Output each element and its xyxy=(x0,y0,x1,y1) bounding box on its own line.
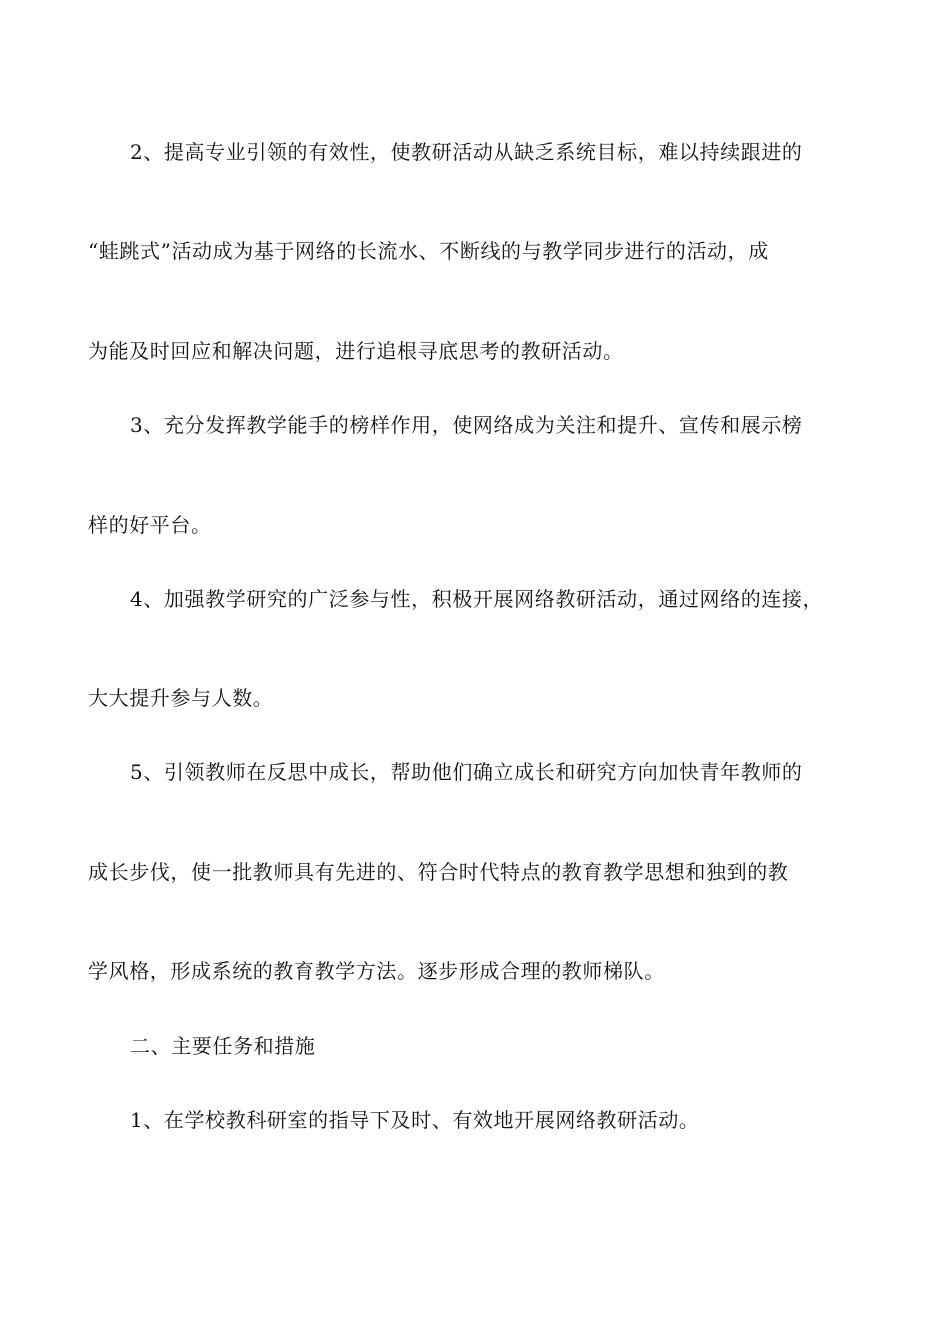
paragraph-5-line-2: 成长步伐，使一批教师具有先进的、符合时代特点的教育教学思想和独到的教 xyxy=(88,860,789,884)
paragraph-3-line-1: 3、充分发挥教学能手的榜样作用，使网络成为关注和提升、宣传和展示榜 xyxy=(130,413,803,437)
paragraph-2-line-1: 2、提高专业引领的有效性，使教研活动从缺乏系统目标，难以持续跟进的 xyxy=(130,140,803,164)
paragraph-5-line-3: 学风格，形成系统的教育教学方法。逐步形成合理的教师梯队。 xyxy=(88,959,665,983)
section-heading: 二、主要任务和措施 xyxy=(130,1034,316,1058)
paragraph-5-line-1: 5、引领教师在反思中成长，帮助他们确立成长和研究方向加快青年教师的 xyxy=(130,760,803,784)
paragraph-2-line-2: “蛙跳式”活动成为基于网络的长流水、不断线的与教学同步进行的活动，成 xyxy=(88,239,769,263)
paragraph-4-line-2: 大大提升参与人数。 xyxy=(88,686,274,710)
paragraph-3-line-2: 样的好平台。 xyxy=(88,513,212,537)
paragraph-2-line-3: 为能及时回应和解决问题，进行追根寻底思考的教研活动。 xyxy=(88,339,624,363)
paragraph-4-line-1: 4、加强教学研究的广泛参与性，积极开展网络教研活动，通过网络的连接， xyxy=(130,587,824,611)
task-1-line: 1、在学校教科研室的指导下及时、有效地开展网络教研活动。 xyxy=(130,1108,700,1132)
